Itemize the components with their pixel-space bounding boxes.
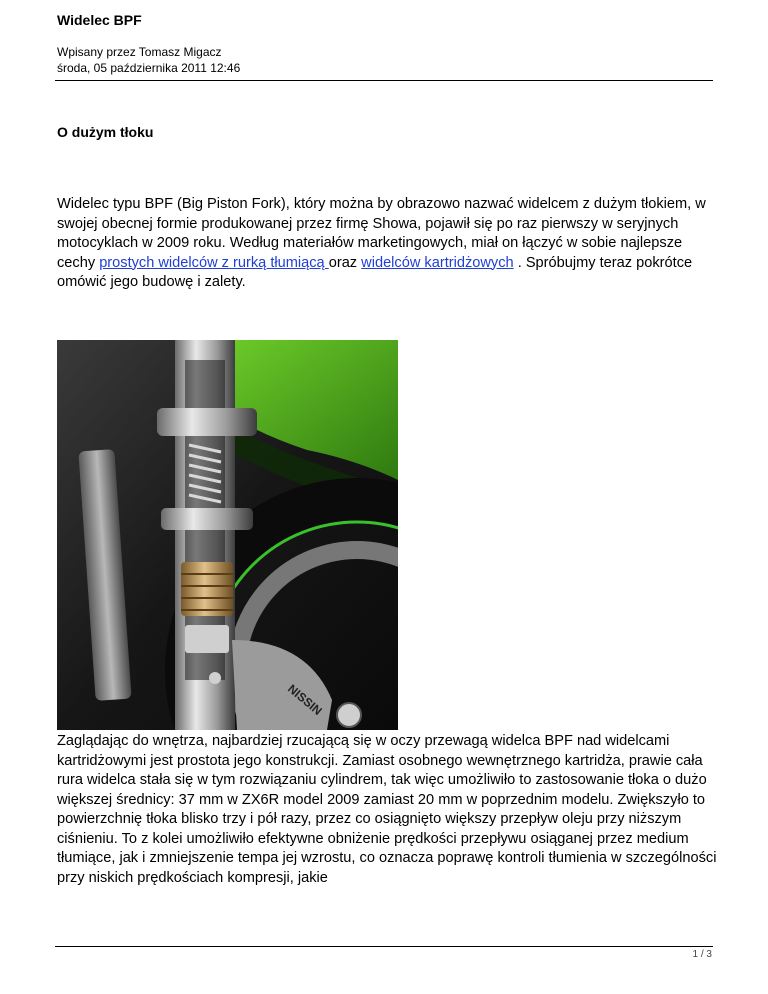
intro-text-3: . Spróbujmy teraz pokrótce omówić jego budowę i zalety. — [57, 254, 693, 290]
link-cartridge-forks[interactable]: widelców kartridżowych — [361, 254, 514, 271]
section-heading: O dużym tłoku — [57, 124, 154, 140]
intro-text-2: oraz — [328, 254, 362, 271]
caliper-bolt — [209, 672, 221, 684]
date-line: środa, 05 października 2011 12:46 — [57, 61, 241, 75]
axle — [337, 703, 361, 727]
lower-valve-stack — [185, 625, 229, 653]
document-title: Widelec BPF — [57, 12, 142, 28]
footer-divider — [55, 946, 713, 947]
caliper-brand: NISSIN — [285, 681, 325, 719]
link-simple-forks[interactable]: prostych widelców z rurką tłumiącą — [99, 254, 329, 271]
intro-paragraph — [57, 195, 717, 293]
damper-piston — [181, 562, 233, 616]
author-line: Wpisany przez Tomasz Migacz — [57, 45, 222, 59]
fork-cutaway-photo — [57, 340, 398, 730]
page-number: 1 / 3 — [692, 949, 712, 960]
body-paragraph: Zaglądając do wnętrza, najbardziej rzucającą się w oczy przewagą widelca BPF nad widelcami kartridżowymi jest prostota jego konstrukcji. Zamiast osobnego wewnętrznego kartridża, prawie cała rura widelca stała się w tym rozwiązaniu cylindrem, tak więc umożliwiło to zastosowanie tłoka o dużo większej średnicy: 37 mm w ZX6R model 2009 zamiast 20 mm w poprzednim modelu. Zwiększyło to powierzchnię tłoka blisko trzy i pół razy, przez co osiągnięto większy przepływ oleju przy niższym ciśnieniu. To z kolei umożliwiło efektywne obniżenie prędkości przepływu osiąganej przez medium tłumiące, jak i zmniejszenie tempa jej wzrostu, co oznacza poprawę kontroli tłumienia w szczególności przy niskich prędkościach kompresji, jakie — [57, 733, 717, 886]
intro-text-1: Widelec typu BPF (Big Piston Fork), który można by obrazowo nazwać widelcem z dużym tłokiem, w swojej obecnej formie produkowanej przez firmę Showa, pojawił się po raz pierwszy w seryjnych motocyklach w 2009 roku. Według materiałów marketingowych, miał on łączyć w sobie najlepsze cechy — [57, 196, 706, 271]
header-divider — [55, 80, 713, 81]
fork-upper-clamp — [157, 408, 257, 436]
byline — [57, 44, 240, 76]
fork-lower-clamp — [161, 508, 253, 530]
